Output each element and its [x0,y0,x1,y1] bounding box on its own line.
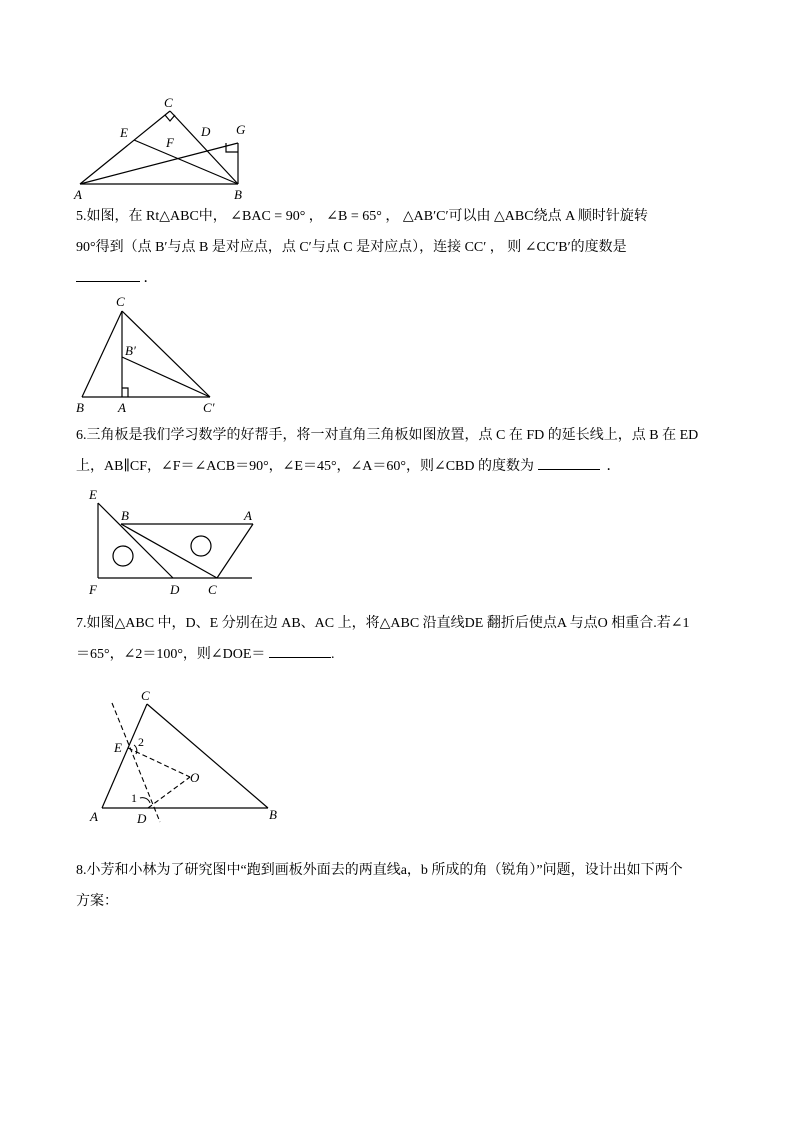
q6-line-2-text: 上，AB∥CF，∠F＝∠ACB＝90°，∠E＝45°，∠A＝60°，则∠CBD 的度数为 [76,459,535,474]
q8-line-1: 8.小芳和小林为了研究图中“跑到画板外面去的两直线a，b 所成的角（锐角）”问题，设计出如下两个 [76,863,683,878]
label-O: O [190,770,200,785]
label-B: B [234,187,242,202]
q6-line-2 [76,451,726,482]
label-A: A [118,400,126,415]
question-5 [76,201,726,294]
answer-blank [269,643,331,658]
label-A: A [244,508,252,523]
q5-line-2: 90°得到（点 B′与点 B 是对应点，点 C′与点 C 是对应点），连接 CC′ ， 则 ∠CC′B′的度数是 [76,240,627,255]
question-7 [76,608,726,670]
label-D: D [201,124,211,139]
label-A: A [90,809,98,824]
q5-tail: ． [143,271,158,286]
question-8 [76,855,726,917]
label-G: G [236,122,246,137]
label-C: C [208,582,217,597]
q7-line-2 [76,639,726,670]
label-C: C [164,95,173,110]
figure-q5 [72,292,222,417]
q7-line-1: 7.如图△ABC 中，D、E 分别在边 AB、AC 上，将△ABC 沿直线DE 翻折后使点A 与点O 相重合.若∠1 [76,616,690,631]
q5-line-3 [76,263,726,294]
label-E: E [114,740,122,755]
label-B: B [76,400,84,415]
label-C: C [116,294,125,309]
label-B-prime: B′ [125,343,136,358]
q5-line-1: 5.如图，在 Rt△ABC中， ∠BAC = 90° ， ∠B = 65° ， △AB′C′可以由 △ABC绕点 A 顺时针旋转 [76,209,648,224]
label-F: F [89,582,97,597]
label-B: B [269,807,277,822]
q6-line-1: 6.三角板是我们学习数学的好帮手，将一对直角三角板如图放置，点 C 在 FD 的延长线上，点 B 在 ED [76,428,699,443]
figure-q4 [70,92,260,202]
label-A: A [74,187,82,202]
angle-2-label: 2 [138,735,144,749]
label-E: E [89,487,97,502]
label-D: D [170,582,180,597]
label-F: F [166,135,174,150]
angle-1-label: 1 [131,791,137,805]
figure-q7 [84,684,284,829]
figure-q6 [84,484,259,599]
label-E: E [120,125,128,140]
label-B: B [121,508,129,523]
q6-tail: ． [606,459,621,474]
q8-line-2: 方案： [76,894,118,909]
q7-line-2-text: ＝65°，∠2＝100°，则∠DOE＝ [76,647,266,662]
label-C: C [141,688,150,703]
question-6 [76,420,726,482]
label-D: D [137,811,147,826]
label-C-prime: C′ [203,400,215,415]
answer-blank [76,267,140,282]
answer-blank [538,455,600,470]
q7-tail: . [330,647,335,662]
